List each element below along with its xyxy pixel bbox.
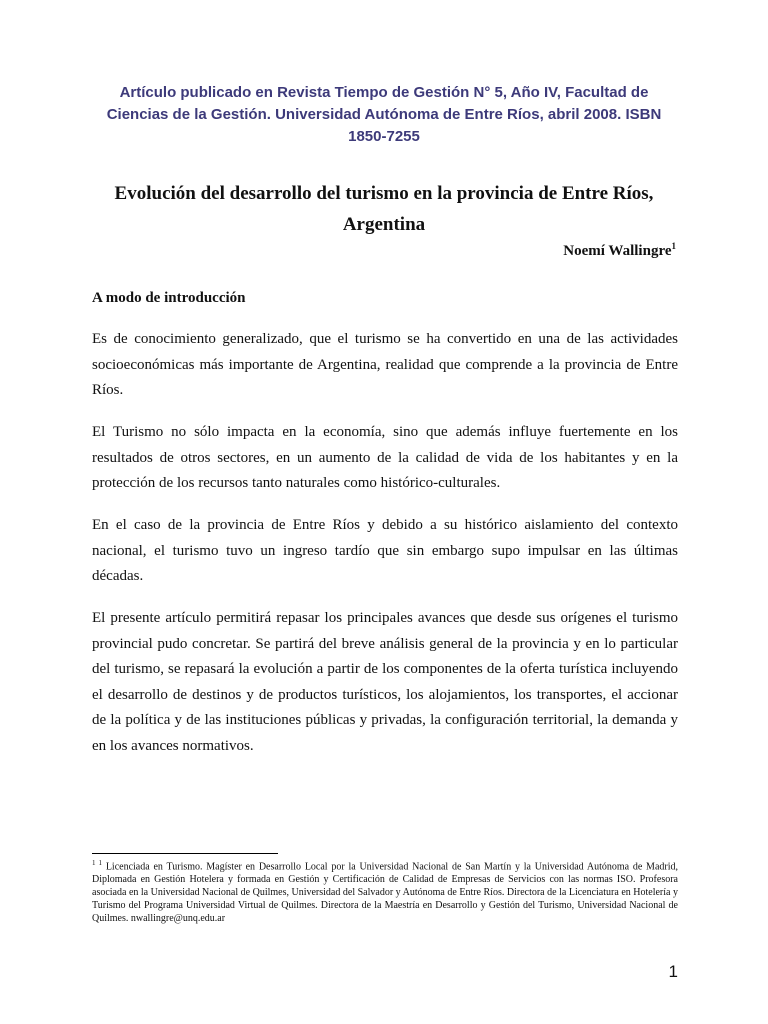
article-title: Evolución del desarrollo del turismo en la provincia de Entre Ríos, Argentina (114, 183, 654, 235)
page-number: 1 (668, 962, 678, 981)
paragraph (92, 327, 678, 404)
paragraph-text: Es de conocimiento generalizado, que el turismo se ha convertido en una de las actividades socioeconómicas más importante de Argentina, realidad que comprende a la provincia de Entre Ríos. (92, 331, 678, 398)
paragraph (92, 420, 678, 497)
author-name: Noemí Wallingre (563, 243, 672, 259)
paragraph-text: En el caso de la provincia de Entre Ríos y debido a su histórico aislamiento del contexto nacional, el turismo tuvo un ingreso tardío que sin embargo supo impulsar en las últimas décadas. (92, 517, 678, 584)
footnote-text: Licenciada en Turismo. Magíster en Desarrollo Local por la Universidad Nacional de San Martín y la Universidad Autónoma de Madrid, Diplomada en Gestión Hotelera y formada en Gestión y Certificación de Calidad de Empresas de Servicios con las normas ISO. Profesora asociada en la Universidad Nacional de Quilmes, Universidad del Salvador y Autónoma de Entre Ríos. Directora de la Licenciatura en Hotelería y Turismo del Programa Universidad Virtual de Quilmes. Directora de la Maestría en Desarrollo y Gestión del Turismo, Universidad Nacional de Quilmes. nwallingre@unq.edu.ar (92, 861, 679, 925)
footnote-divider (92, 853, 278, 854)
paragraph (92, 513, 678, 590)
paragraph (92, 606, 678, 759)
section-heading: A modo de introducción (92, 290, 246, 306)
publication-note: Artículo publicado en Revista Tiempo de Gestión N° 5, Año IV, Facultad de Ciencias de la Gestión. Universidad Autónoma de Entre Ríos, abril 2008. ISBN 1850-7255 (106, 84, 662, 145)
footnote (92, 857, 678, 925)
paragraph-text: El presente artículo permitirá repasar los principales avances que desde sus orígenes el turismo provincial pudo concretar. Se partirá del breve análisis general de la provincia y en lo particular del turismo, se repasará la evolución a partir de los componentes de la oferta turística incluyendo el desarrollo de destinos y de productos turísticos, los alojamientos, los transportes, el accionar de la política y de las instituciones públicas y privadas, la configuración territorial, la demanda y en los avances normativos. (92, 610, 678, 754)
paragraph-text: El Turismo no sólo impacta en la economía, sino que además influye fuertemente en los resultados de otros sectores, en un aumento de la calidad de vida de los habitantes y en la protección de los recursos tanto naturales como histórico-culturales. (92, 424, 678, 491)
author-line (563, 241, 676, 260)
author-footnote-mark[interactable]: 1 (671, 241, 676, 251)
footnote-mark: 1 1 (92, 859, 103, 867)
